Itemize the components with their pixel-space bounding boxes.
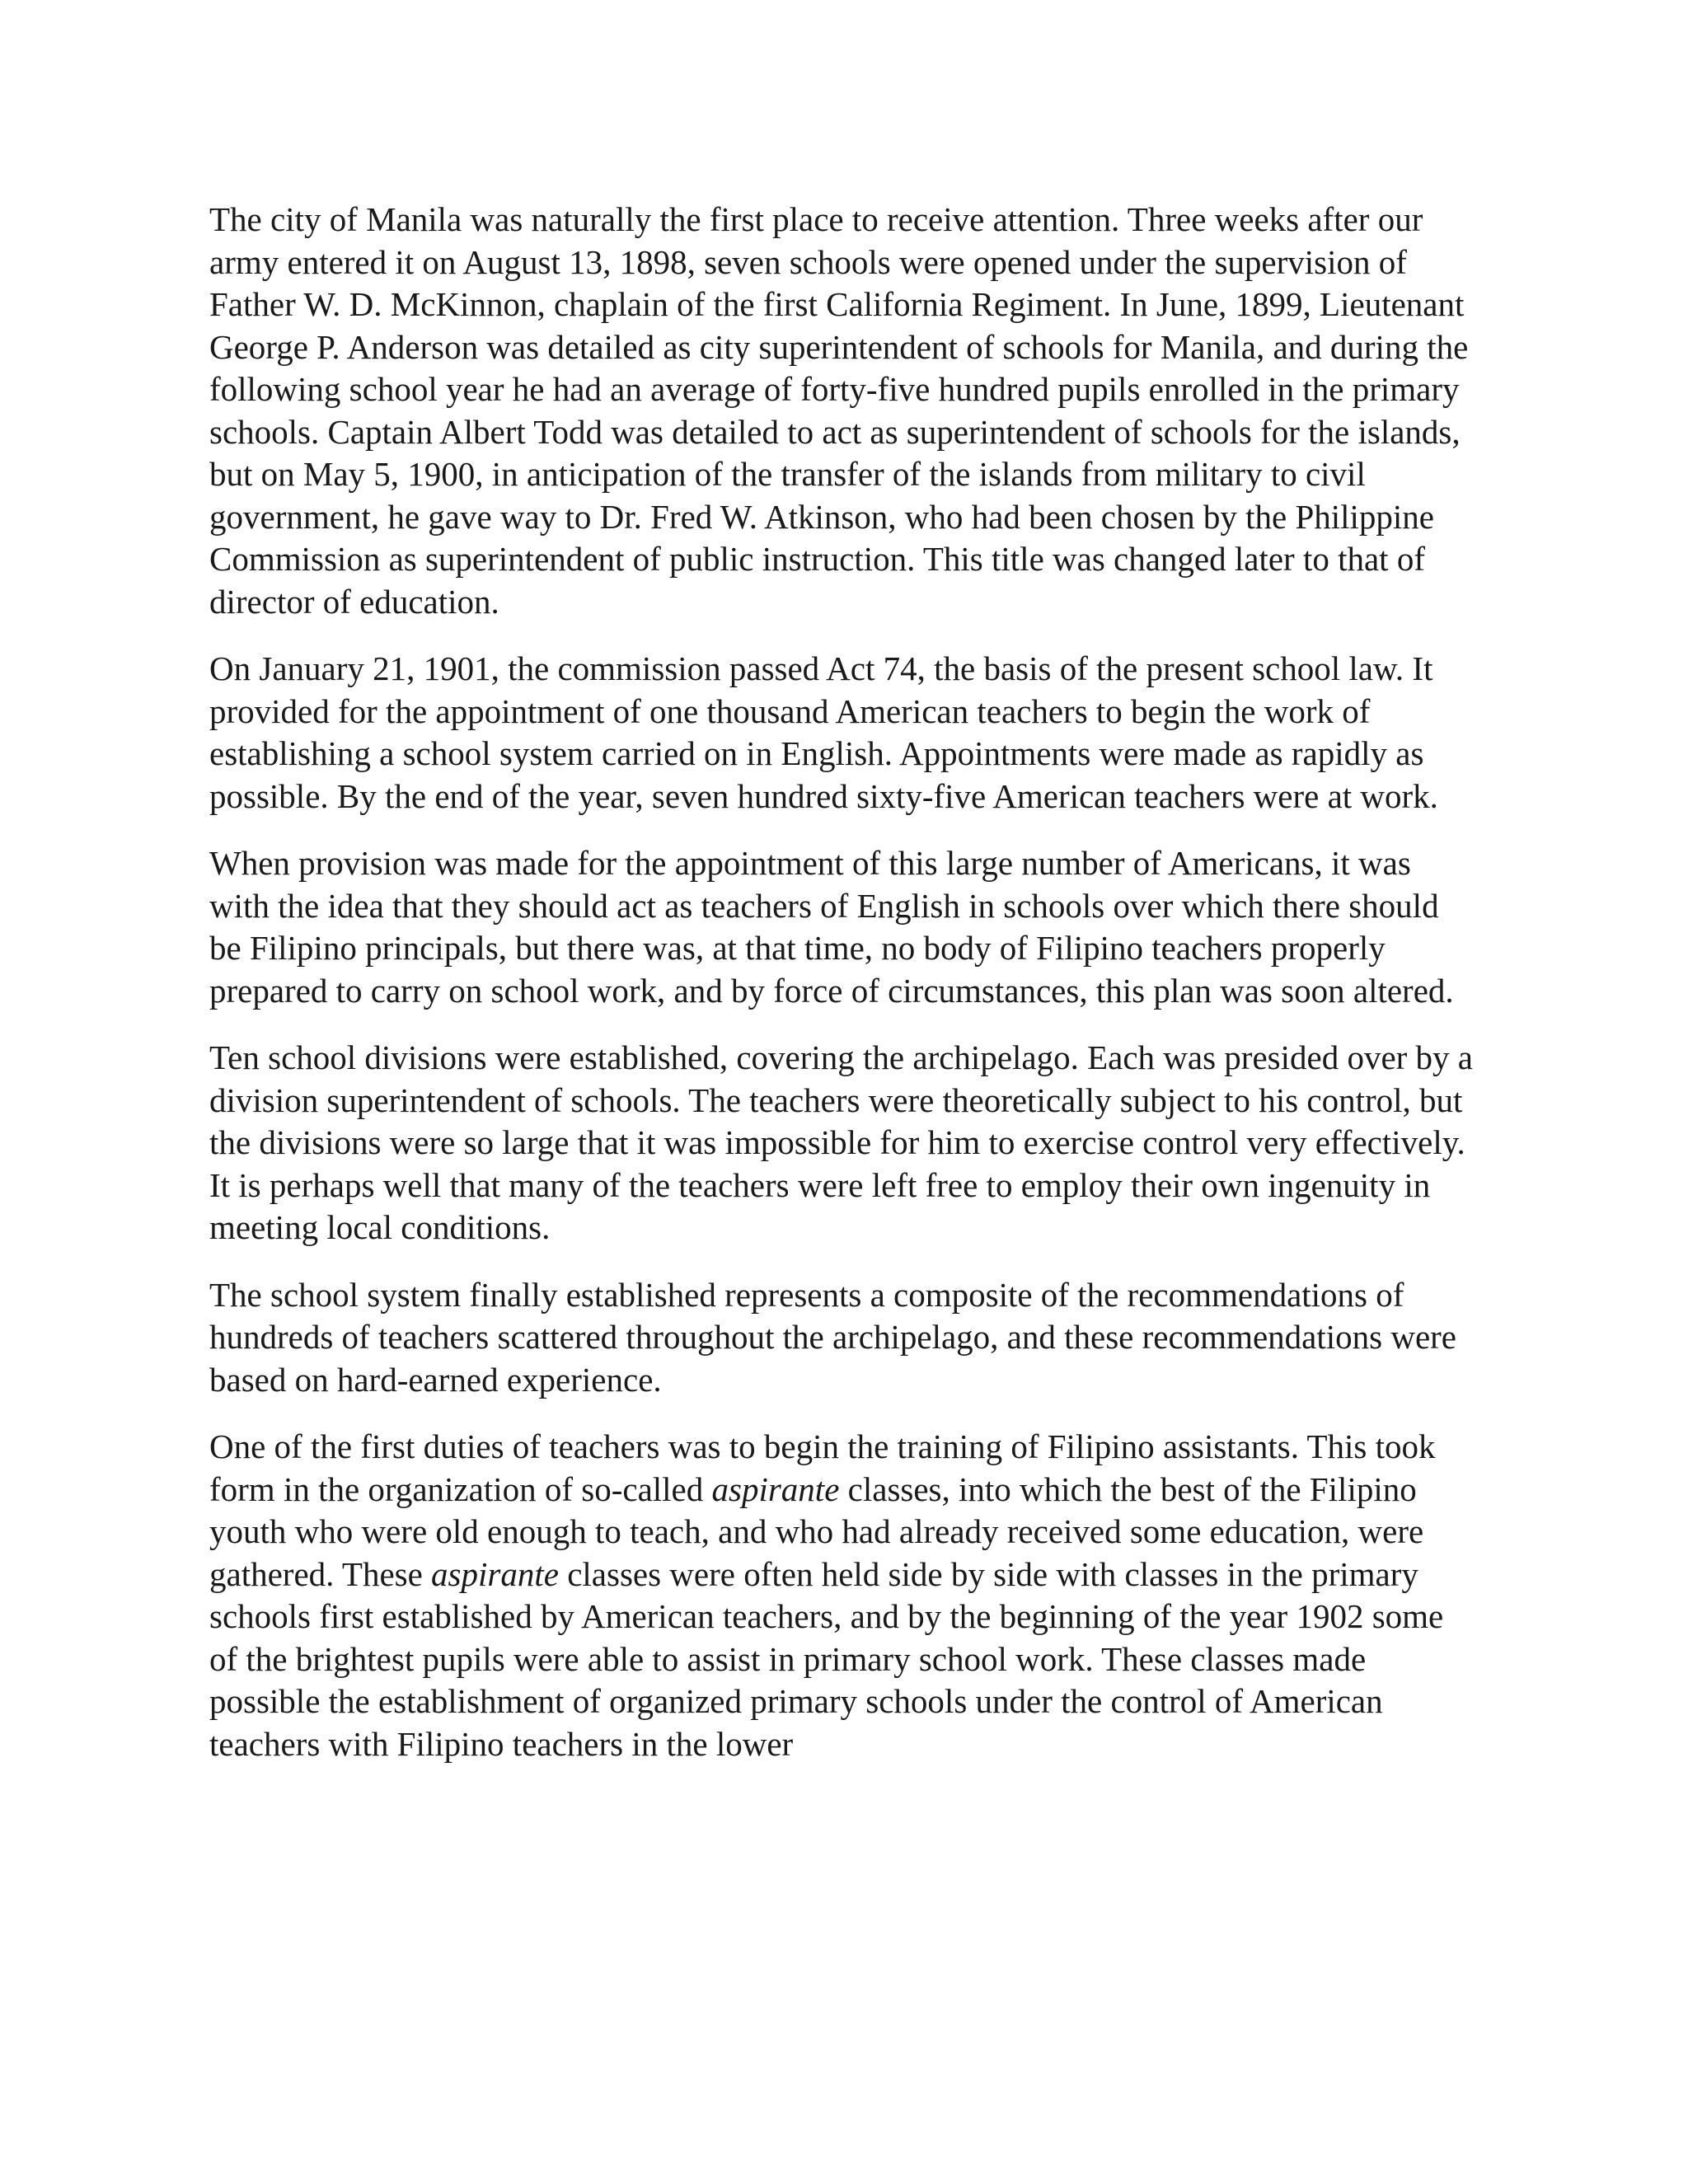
paragraph-filipino-principals: When provision was made for the appointment of this large number of Americans, it was with the idea that they should act as teachers of English in schools over which there should be Filipino principals, but there was, at that time, no body of Filipino teachers properly prepared to carry on school work, and by force of circumstances, this plan was soon altered. bbox=[209, 844, 1454, 1010]
italic-term: aspirante bbox=[431, 1554, 559, 1593]
text-run: classes were often held side by side with classes in the primary schools first established by American teachers, and by the beginning of the year 1902 some of the brightest pupils were able to assist in primary school work. These classes made possible the establishment of organized primary schools under the control of American teachers with Filipino teachers in the lower bbox=[209, 1554, 1444, 1763]
paragraph-act-74: On January 21, 1901, the commission passed Act 74, the basis of the present school law. It provided for the appointment of one thousand American teachers to begin the work of establishing a school system carried on in English. Appointments were made as rapidly as possible. By the end of the year, seven hundred sixty-five American teachers were at work. bbox=[209, 649, 1438, 815]
paragraph-aspirante-classes bbox=[209, 1426, 1479, 1765]
body-text bbox=[209, 199, 1479, 1790]
text-run: classes, into which the best of the Filipino youth who were old enough to teach, and who had already received some education, were gathered. These bbox=[209, 1469, 1424, 1593]
paragraph-school-divisions: Ten school divisions were established, covering the archipelago. Each was presided over by a division superintendent of schools. The teachers were theoretically subject to his control, but the divisions were so large that it was impossible for him to exercise control very effectively. It is perhaps well that many of the teachers were left free to employ their own ingenuity in meeting local conditions. bbox=[209, 1038, 1473, 1246]
text-run: One of the first duties of teachers was to begin the training of Filipino assistants. This took form in the organization of so-called bbox=[209, 1427, 1436, 1508]
italic-term: aspirante bbox=[711, 1469, 840, 1508]
paragraph-school-system: The school system finally established represents a composite of the recommendations of hundreds of teachers scattered throughout the archipelago, and these recommendations were based on hard-earned experience. bbox=[209, 1275, 1456, 1399]
paragraph-manila-schools: The city of Manila was naturally the first place to receive attention. Three weeks after our army entered it on August 13, 1898, seven schools were opened under the supervision of Father W. D. McKinnon, chaplain of the first California Regiment. In June, 1899, Lieutenant George P. Anderson was detailed as city superintendent of schools for Manila, and during the following school year he had an average of forty-five hundred pupils enrolled in the primary schools. Captain Albert Todd was detailed to act as superintendent of schools for the islands, but on May 5, 1900, in anticipation of the transfer of the islands from military to civil government, he gave way to Dr. Fred W. Atkinson, who had been chosen by the Philippine Commission as superintendent of public instruction. This title was changed later to that of director of education. bbox=[209, 200, 1469, 621]
